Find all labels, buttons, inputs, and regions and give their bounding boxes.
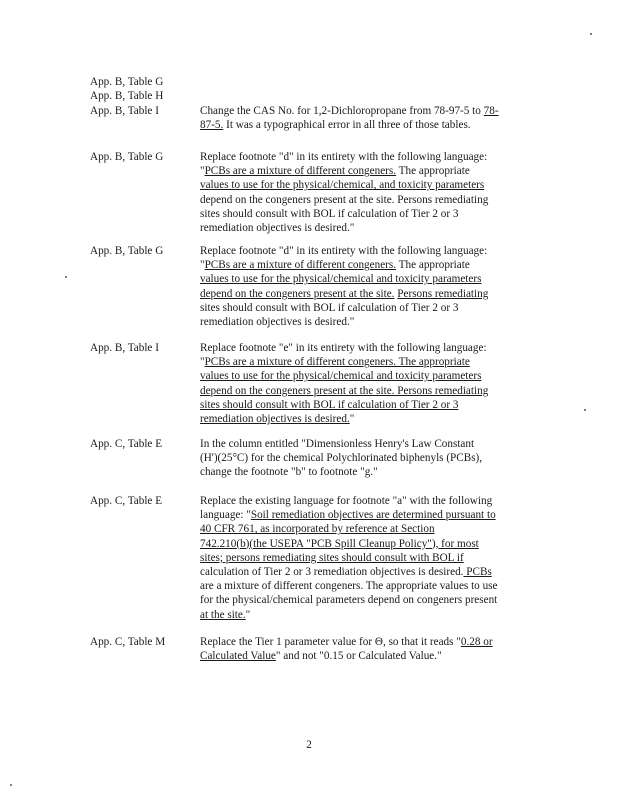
instruction-line (200, 118, 530, 132)
instruction-line (200, 494, 530, 508)
text-run: Replace footnote "d" in its entirety with the following language: (200, 151, 488, 163)
instruction-line (200, 258, 530, 272)
instruction-line (200, 244, 530, 258)
text-run: (H')(25°C) for the chemical Polychlorinated biphenyls (PCBs), (200, 452, 483, 465)
text-run: values to use for the physical/chemical and toxicity parameters (200, 273, 482, 286)
entry-instruction (200, 437, 530, 480)
scan-speck (10, 784, 12, 786)
entry-reference: App. C, Table M (90, 636, 166, 648)
text-run: language: " (200, 509, 251, 522)
text-run: It was a typographical error in all three of those tables. (223, 119, 471, 132)
instruction-line (200, 398, 530, 412)
entry-instruction (200, 635, 530, 663)
instruction-line (200, 341, 530, 355)
instruction-line (200, 104, 530, 118)
instruction-line (200, 608, 530, 622)
text-run: " (245, 608, 251, 621)
text-run: 78- (483, 105, 499, 117)
text-run: sites should consult with BOL if calculation of Tier 2 or 3 (200, 207, 459, 220)
entry-instruction (200, 104, 530, 132)
text-run: 742.210(b)(the USEPA "PCB Spill Cleanup Policy"), for most (200, 537, 479, 550)
instruction-line (200, 565, 530, 579)
instruction-line (200, 369, 530, 383)
entry-reference: App. C, Table E (90, 438, 163, 450)
entry-instruction (200, 494, 530, 622)
entry-reference: App. B, Table G (90, 245, 164, 257)
text-run: 0.28 or (460, 636, 493, 648)
scan-speck (584, 409, 586, 411)
instruction-line (200, 649, 530, 663)
text-run: sites should consult with BOL if calculation of Tier 2 or 3 (200, 301, 459, 314)
instruction-line (200, 272, 530, 286)
instruction-line (200, 315, 530, 329)
instruction-line (200, 508, 530, 522)
text-run: remediation objectives is desired." (200, 222, 355, 235)
text-run: " and not "0.15 or Calculated Value." (275, 650, 442, 663)
text-run: PCBs are a mixture of different congeners. (204, 165, 397, 178)
instruction-line (200, 522, 530, 536)
instruction-line (200, 193, 530, 207)
entry-reference: App. B, Table G (90, 76, 164, 88)
instruction-line (200, 451, 530, 465)
text-run: for the physical/chemical parameters depend on congeners present (200, 594, 498, 607)
instruction-line (200, 207, 530, 221)
instruction-line (200, 221, 530, 235)
text-run: g (364, 466, 371, 479)
instruction-line (200, 301, 530, 315)
instruction-line (200, 635, 530, 649)
text-run: Replace footnote "d" in its entirety with the following language: (200, 245, 488, 257)
text-run: Replace footnote "e" in its entirety with the following language: (200, 342, 487, 354)
text-run: values to use for the physical/chemical and toxicity parameters (200, 370, 482, 383)
instruction-line (200, 355, 530, 369)
text-run: " (200, 259, 205, 272)
text-run: Persons remediating (397, 287, 489, 300)
text-run: remediation objectives is desired. (200, 413, 350, 426)
text-run: Calculated Value (200, 650, 276, 663)
text-run: 87-5. (200, 119, 224, 132)
entry-reference: App. C, Table E (90, 495, 163, 507)
text-run: sites should consult with BOL if calculation of Tier 2 or 3 (200, 398, 459, 411)
instruction-line (200, 437, 530, 451)
text-run: at the site. (200, 608, 246, 621)
text-run: PCBs are a mixture of different congeners. The appropriate (204, 356, 470, 369)
text-run: depend on the congeners present at the site. (200, 287, 395, 300)
scan-speck (590, 33, 592, 35)
text-run: The appropriate (396, 259, 470, 272)
text-run: depend on the congeners present at the site. Persons remediating (200, 193, 489, 206)
text-run: 40 CFR 761, as incorporated by reference at Section (200, 523, 435, 536)
instruction-line (200, 178, 530, 192)
page-number: 2 (306, 739, 312, 751)
text-run: " (200, 165, 205, 178)
text-run: Replace the existing language for footnote "a" with the following (200, 495, 493, 507)
entry-instruction (200, 341, 530, 426)
text-run: The appropriate (396, 165, 470, 178)
text-run: remediation objectives is desired." (200, 316, 355, 329)
text-run: " (349, 413, 355, 426)
text-run: depend on the congeners present at the site. Persons remediating (200, 384, 489, 397)
entry-reference: App. B, Table H (90, 90, 164, 102)
text-run: " (200, 356, 205, 369)
instruction-line (200, 537, 530, 551)
instruction-line (200, 551, 530, 565)
instruction-line (200, 150, 530, 164)
scan-speck (65, 276, 67, 278)
text-run: In the column entitled "Dimensionless Henry's Law Constant (200, 438, 475, 450)
text-run: PCBs (463, 566, 492, 579)
text-run: ." (370, 466, 378, 479)
instruction-line (200, 465, 530, 479)
instruction-line (200, 287, 530, 301)
instruction-line (200, 579, 530, 593)
entry-reference: App. B, Table I (90, 342, 159, 354)
text-run: Replace the Tier 1 parameter value for Θ, so that it reads " (200, 636, 461, 648)
entry-instruction (200, 150, 530, 235)
text-run: calculation of Tier 2 or 3 remediation objectives is desired. (200, 566, 464, 579)
entry-reference: App. B, Table I (90, 105, 159, 117)
instruction-line (200, 412, 530, 426)
entry-instruction (200, 244, 530, 329)
text-run: change the footnote "b" to footnote " (200, 466, 365, 479)
text-run: sites; persons remediating sites should consult with BOL if (200, 551, 464, 564)
entry-reference: App. B, Table G (90, 151, 164, 163)
instruction-line (200, 593, 530, 607)
instruction-line (200, 384, 530, 398)
instruction-line (200, 164, 530, 178)
text-run: PCBs are a mixture of different congeners. (204, 259, 397, 272)
text-run: values to use for the physical/chemical, and toxicity parameters (200, 179, 485, 192)
text-run: are a mixture of different congeners. The appropriate values to use (200, 580, 498, 593)
text-run: Change the CAS No. for 1,2-Dichloropropane from 78-97-5 to (200, 105, 484, 117)
text-run: Soil remediation objectives are determined pursuant to (250, 509, 496, 522)
